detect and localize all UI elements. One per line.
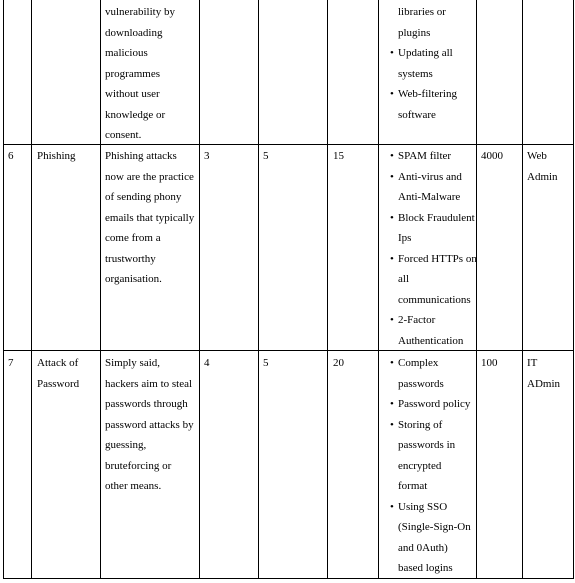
cell-threat-line: Phishing	[37, 150, 76, 162]
control-bullet-item: • Storing of	[398, 415, 442, 436]
cell-owner-line: IT	[527, 357, 538, 369]
cell-description_lines-line: come from a	[105, 232, 161, 244]
table-column-border	[573, 0, 574, 579]
table-column-border	[327, 0, 328, 579]
control-bullet-item: • SPAM filter	[398, 146, 451, 167]
control-line: plugins	[398, 26, 431, 39]
cell-risk: 15	[333, 150, 344, 162]
table-column-border	[100, 0, 101, 579]
control-bullet-item: • Using SSO	[398, 497, 447, 518]
cell-owner-line: Web	[527, 150, 547, 162]
control-line: encrypted	[398, 459, 442, 472]
control-line: software	[398, 108, 436, 121]
cell-likelihood: 4	[204, 357, 210, 369]
table-row-border	[3, 350, 573, 351]
cell-description_lines-line: consent.	[105, 129, 142, 141]
cell-description_lines-line: without user	[105, 88, 160, 100]
table-column-border	[378, 0, 379, 579]
cell-cost: 100	[481, 357, 498, 369]
table-row-border	[3, 578, 573, 579]
cell-likelihood: 3	[204, 150, 210, 162]
control-line: communications	[398, 293, 471, 306]
cell-description_lines-line: password attacks by	[105, 418, 194, 431]
control-bullet-item: • Updating all	[398, 43, 453, 64]
cell-description_lines-line: malicious	[105, 47, 148, 59]
control-line: passwords	[398, 377, 444, 390]
cell-threat-line: Attack of	[37, 357, 79, 369]
table-column-border	[3, 0, 4, 579]
cell-description_lines-line: passwords through	[105, 398, 188, 410]
control-line: systems	[398, 67, 433, 80]
control-bullet-item: • Web-filtering	[398, 84, 457, 105]
table-column-border	[199, 0, 200, 579]
cell-impact: 5	[263, 357, 269, 369]
cell-description_lines-line: knowledge or	[105, 108, 166, 121]
cell-owner-line: ADmin	[527, 377, 560, 390]
cell-description_lines-line: Simply said,	[105, 357, 161, 369]
control-bullet-item: • Forced HTTPs on	[398, 249, 477, 270]
cell-description_lines-line: organisation.	[105, 273, 162, 285]
cell-description_lines-line: other means.	[105, 480, 162, 492]
control-line: Ips	[398, 232, 412, 244]
cell-description_lines-line: vulnerability by	[105, 6, 175, 18]
cell-description_lines-line: emails that typically	[105, 211, 195, 224]
table-column-border	[31, 0, 32, 579]
cell-impact: 5	[263, 150, 269, 162]
cell-cost: 4000	[481, 150, 503, 162]
control-line: Anti-Malware	[398, 191, 461, 203]
cell-description_lines-line: downloading	[105, 26, 163, 39]
table-column-border	[258, 0, 259, 579]
table-column-border	[476, 0, 477, 579]
control-bullet-item: • 2-Factor	[398, 310, 435, 331]
table-row-border	[3, 144, 573, 145]
cell-number: 7	[8, 357, 14, 369]
control-line: passwords in	[398, 439, 456, 451]
cell-description_lines-line: guessing,	[105, 439, 147, 451]
cell-description_lines-line: now are the practice	[105, 170, 194, 183]
control-line: format	[398, 480, 428, 492]
control-bullet-item: • Block Fraudulent	[398, 208, 475, 229]
control-line: (Single-Sign-On	[398, 521, 471, 533]
control-line: Authentication	[398, 334, 464, 347]
cell-number: 6	[8, 150, 14, 162]
control-line: and 0Auth)	[398, 541, 448, 554]
cell-description_lines-line: programmes	[105, 67, 160, 80]
control-line: libraries or	[398, 6, 446, 18]
cell-owner-line: Admin	[527, 170, 558, 183]
control-bullet-item: • Password policy	[398, 394, 470, 415]
cell-description_lines-line: hackers aim to steal	[105, 377, 193, 390]
cell-risk: 20	[333, 357, 344, 369]
cell-description_lines-line: bruteforcing or	[105, 459, 172, 472]
table-column-border	[522, 0, 523, 579]
cell-description_lines-line: of sending phony	[105, 191, 182, 203]
control-bullet-item: • Complex	[398, 353, 438, 374]
cell-description_lines-line: trustworthy	[105, 252, 156, 265]
control-line: based logins	[398, 562, 453, 574]
control-bullet-item: • Anti-virus and	[398, 167, 462, 188]
cell-threat-line: Password	[37, 377, 80, 390]
cell-description_lines-line: Phishing attacks	[105, 150, 177, 162]
control-line: all	[398, 273, 409, 285]
